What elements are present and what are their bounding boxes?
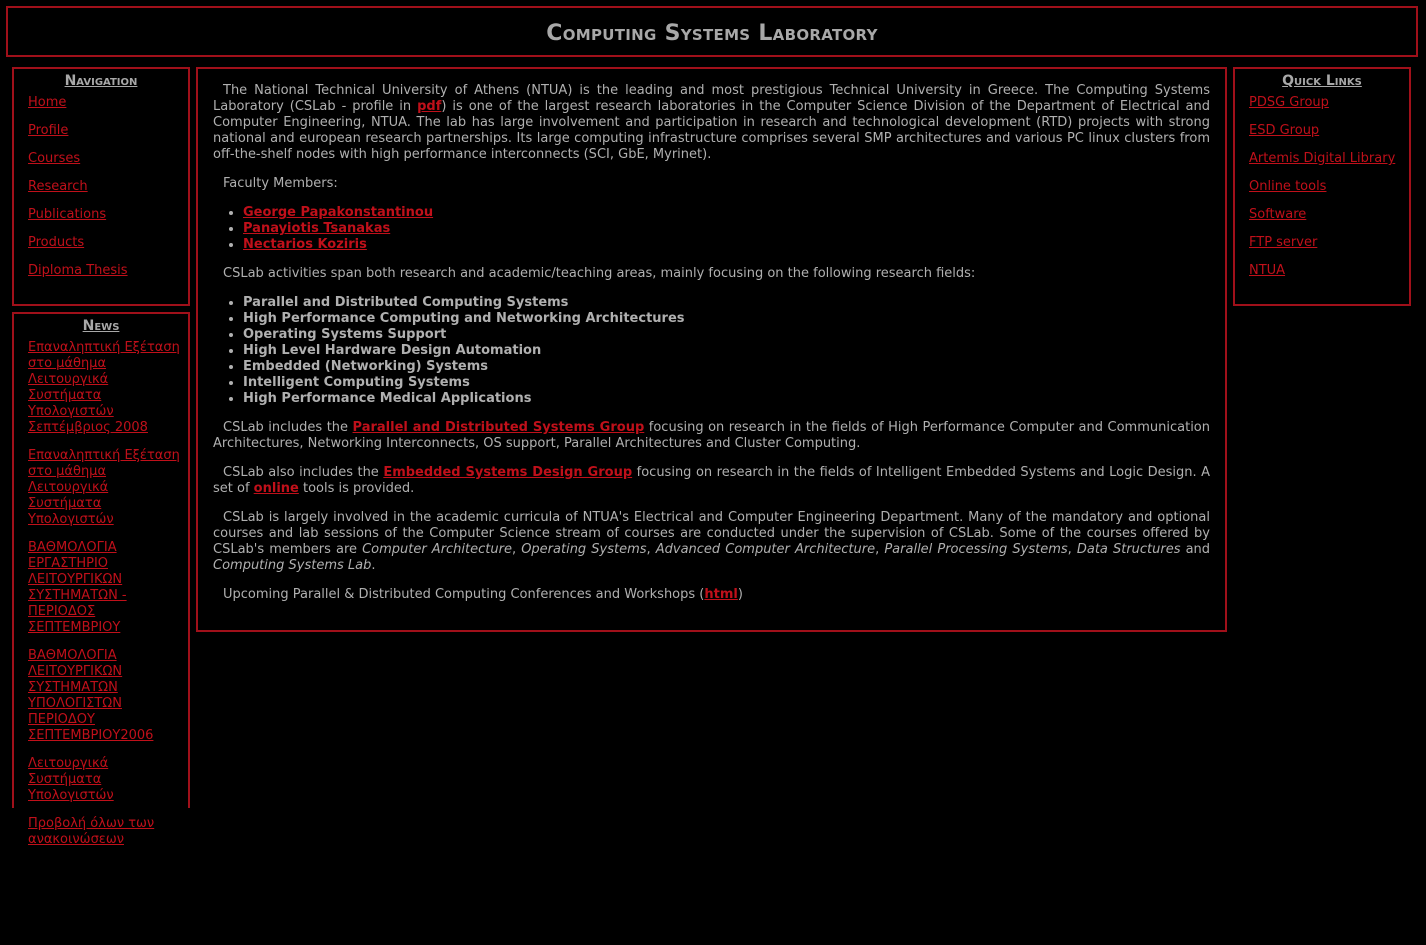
navigation-panel: [12, 67, 190, 306]
profile-pdf-link[interactable]: pdf: [417, 99, 442, 114]
quick-links-panel: [1233, 67, 1411, 306]
intro-text-cont: ) is one of the largest research laboratories in the Computer Science Division of the Department of Electrical and Computer Engineering, NTUA. The lab has large involvement and participation in research and technological development (RTD) projects with strong national and european research partnerships. Its large computing infrastructure comprises several SMP architectures and various PC linux clusters from off-the-shelf nodes with high performance interconnects (SCI, GbE, Myrinet).: [213, 99, 1210, 162]
conferences-paragraph: [213, 587, 1210, 603]
course-name: Parallel Processing Systems: [884, 542, 1068, 557]
news-title: News: [82, 318, 120, 334]
quick-links-list: [1235, 95, 1409, 279]
esd-text: CSLab also includes the: [223, 465, 384, 480]
esd-link[interactable]: Embedded Systems Design Group: [383, 465, 633, 480]
quick-link-artemis[interactable]: Artemis Digital Library: [1249, 151, 1396, 166]
conferences-html-link[interactable]: html: [704, 587, 738, 602]
faculty-label: Faculty Members:: [223, 176, 338, 191]
main-content: [196, 67, 1227, 632]
faculty-link[interactable]: Panayiotis Tsanakas: [243, 221, 391, 236]
research-field: • Intelligent Computing Systems: [243, 375, 1210, 391]
course-name: Advanced Computer Architecture: [655, 542, 876, 557]
nav-item-home[interactable]: Home: [28, 95, 67, 110]
navigation-title: Navigation: [64, 73, 138, 89]
news-panel: [12, 312, 190, 847]
separator: ,: [875, 542, 885, 557]
quick-link-esd[interactable]: ESD Group: [1249, 123, 1320, 138]
quick-links-title: Quick Links: [1282, 73, 1362, 89]
news-item[interactable]: Επαναληπτική Εξέταση στο μάθημα Λειτουργικά Συστήματα Υπολογιστών: [28, 448, 180, 527]
pdsg-text-cont: focusing on research in the fields of High Performance Computer and Communication Architectures, Networking Interconnects, OS support, Parallel Architectures and Cluster Computing.: [213, 420, 1210, 451]
news-item-view-all[interactable]: Προβολή όλων των ανακοινώσεων: [28, 816, 155, 847]
research-field: • Embedded (Networking) Systems: [243, 359, 1210, 375]
faculty-list: [213, 205, 1210, 253]
research-field: • High Performance Computing and Networking Architectures: [243, 311, 1210, 327]
conferences-text: Upcoming Parallel & Distributed Computing Conferences and Workshops (: [223, 587, 705, 602]
quick-link-software[interactable]: Software: [1249, 207, 1307, 222]
site-title: Computing Systems Laboratory: [546, 21, 878, 46]
nav-item-publications[interactable]: Publications: [28, 207, 107, 222]
separator: ,: [1067, 542, 1077, 557]
quick-link-online-tools[interactable]: Online tools: [1249, 179, 1327, 194]
research-field: • High Performance Medical Applications: [243, 391, 1210, 407]
research-field: • High Level Hardware Design Automation: [243, 343, 1210, 359]
course-name: Computer Architecture: [362, 542, 512, 557]
news-item[interactable]: ΒΑΘΜΟΛΟΓΙΑ ΛΕΙΤΟΥΡΓΙΚΩΝ ΣΥΣΤΗΜΑΤΩΝ ΥΠΟΛΟΓΙΣΤΩΝ ΠΕΡΙΟΔΟΥ ΣΕΠΤΕΜΒΡΙΟΥ2006: [28, 648, 154, 743]
research-field: • Operating Systems Support: [243, 327, 1210, 343]
conjunction: and: [1180, 542, 1211, 557]
header: [6, 6, 1418, 57]
conferences-text-end: ): [737, 587, 743, 602]
quick-link-pdsg[interactable]: PDSG Group: [1249, 95, 1329, 110]
separator: ,: [646, 542, 656, 557]
esd-text-cont: focusing on research in the fields of Intelligent Embedded Systems and Logic Design. A set of: [213, 465, 1211, 496]
esd-text-end: tools is provided.: [298, 481, 415, 496]
intro-text: The National Technical University of Athens (NTUA) is the leading and most prestigious Technical University in Greece. The Computing Systems Laboratory (CSLab - profile in: [213, 83, 1210, 114]
news-item[interactable]: Λειτουργικά Συστήματα Υπολογιστών: [28, 756, 114, 803]
curricula-paragraph: [213, 510, 1210, 574]
nav-item-research[interactable]: Research: [28, 179, 88, 194]
news-item[interactable]: ΒΑΘΜΟΛΟΓΙΑ ΕΡΓΑΣΤΗΡΙΟ ΛΕΙΤΟΥΡΓΙΚΩΝ ΣΥΣΤΗΜΑΤΩΝ - ΠΕΡΙΟΔΟΣ ΣΕΠΤΕΜΒΡΙΟΥ: [28, 540, 127, 635]
news-item[interactable]: Επαναληπτική Εξέταση στο μάθημα Λειτουργικά Συστήματα Υπολογιστών Σεπτέμβριος 2008: [28, 340, 180, 435]
nav-item-products[interactable]: Products: [28, 235, 85, 250]
pdsg-text: CSLab includes the: [223, 420, 353, 435]
online-tools-link[interactable]: online: [253, 481, 299, 496]
course-name: Computing Systems Lab: [213, 558, 372, 573]
news-list: [14, 340, 188, 848]
pdsg-paragraph: [213, 420, 1210, 452]
research-field: • Parallel and Distributed Computing Systems: [243, 295, 1210, 311]
period: .: [371, 558, 376, 573]
activities-intro: CSLab activities span both research and academic/teaching areas, mainly focusing on the following research fields:: [223, 266, 976, 281]
faculty-item: [243, 205, 1210, 221]
esd-paragraph: [213, 465, 1210, 497]
separator: ,: [511, 542, 522, 557]
intro-paragraph: [213, 83, 1210, 163]
faculty-link[interactable]: Nectarios Koziris: [243, 237, 367, 252]
curricula-text: CSLab is largely involved in the academic curricula of NTUA's Electrical and Computer Engineering Department. Many of the mandatory and optional courses and lab sessions of the Computer Science stream of courses are conducted under the supervision of CSLab. Some of the courses offered by CSLab's members are: [213, 510, 1210, 557]
nav-item-courses[interactable]: Courses: [28, 151, 81, 166]
faculty-item: [243, 221, 1210, 237]
navigation-list: [14, 95, 188, 279]
course-name: Operating Systems: [521, 542, 647, 557]
faculty-link[interactable]: George Papakonstantinou: [243, 205, 434, 220]
nav-item-diploma-thesis[interactable]: Diploma Thesis: [28, 263, 128, 278]
quick-link-ftp[interactable]: FTP server: [1249, 235, 1318, 250]
pdsg-link[interactable]: Parallel and Distributed Systems Group: [352, 420, 645, 435]
course-name: Data Structures: [1076, 542, 1181, 557]
nav-item-profile[interactable]: Profile: [28, 123, 69, 138]
quick-link-ntua[interactable]: NTUA: [1249, 263, 1286, 278]
faculty-item: [243, 237, 1210, 253]
research-fields-list: [213, 295, 1210, 407]
